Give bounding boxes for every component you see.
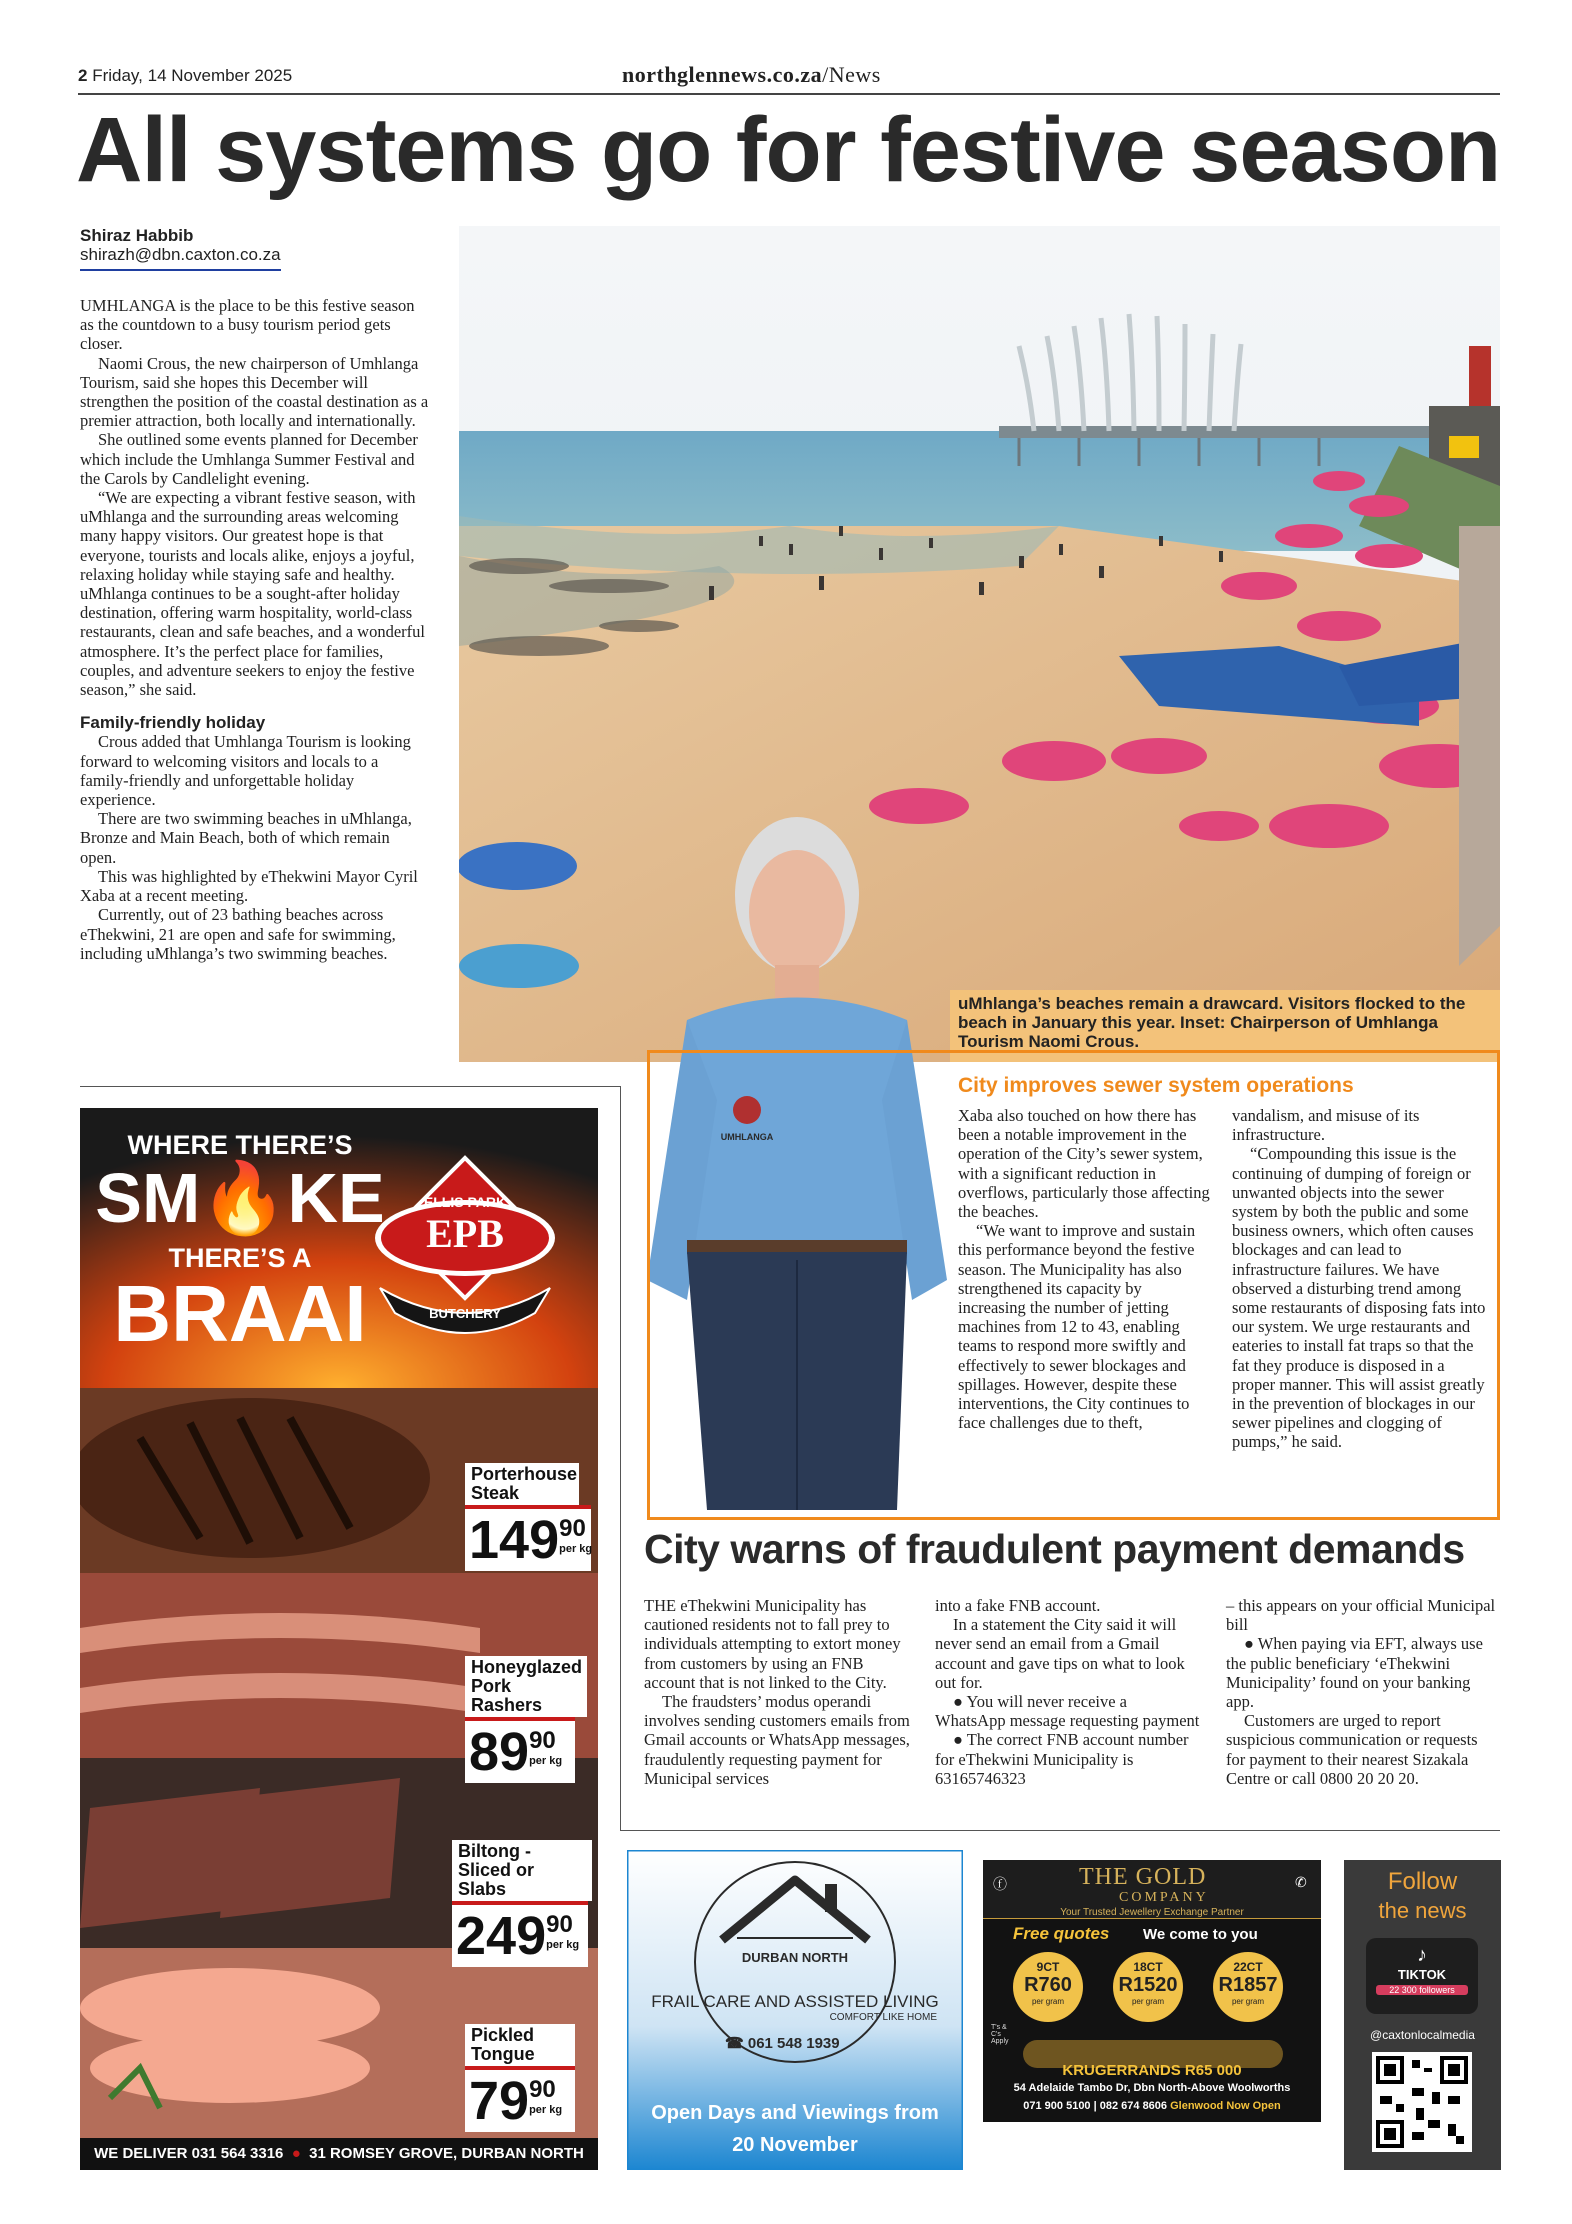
svg-text:UMHLANGA: UMHLANGA: [720, 1132, 774, 1142]
column-rule: [620, 1086, 621, 1831]
site-domain[interactable]: northglennews.co.za: [622, 62, 823, 87]
fraud-column-3: [1226, 1596, 1498, 1788]
column-rule: [80, 1086, 620, 1087]
section-rule: [620, 1830, 1500, 1831]
byline-name: Shiraz Habbib: [80, 226, 194, 245]
item-price-cents: 90: [546, 1911, 573, 1938]
fraud-column-1: [644, 1596, 914, 1788]
paragraph: Customers are urged to report suspicious communication or requests for payment to their nearest Sizakala Centre or call 0800 20 20 20.: [1226, 1711, 1478, 1788]
gold-tagline: Your Trusted Jewellery Exchange Partner: [1060, 1907, 1244, 1918]
fraud-headline: City warns of fraudulent payment demands: [644, 1526, 1465, 1572]
site-name: [622, 62, 881, 88]
sewer-title: City improves sewer system operations: [958, 1074, 1354, 1097]
header-rule: [78, 93, 1500, 95]
price-tag-tongue: [465, 2024, 575, 2132]
butcher-advert[interactable]: [80, 1108, 598, 2170]
item-price-rand: 149: [469, 1510, 560, 1570]
bullet-icon: ●: [287, 2145, 305, 2162]
item-unit: per kg: [529, 2104, 563, 2116]
paragraph: “We want to improve and sustain this performance beyond the festive season. The Municipality has also strengthened its capacity by increasing the number of jetting machines from 12 to 43, enabling teams to respond more swiftly and effectively to sewer blockages and spillages. However, despite these interventions, the City continues to face challenges due to theft,: [958, 1221, 1196, 1433]
ad-smoke: [90, 1158, 390, 1238]
coin-unit: per gram: [1131, 1997, 1164, 2006]
gold-name: THE GOLD: [1079, 1864, 1207, 1890]
whatsapp-icon[interactable]: ✆: [1295, 1874, 1307, 1890]
gold-phones: 071 900 5100 | 082 674 8606: [1023, 2100, 1168, 2112]
paragraph: The fraudsters’ modus operandi involves sending customers emails from Gmail accounts or WhatsApp messages, fraudulently requesting payment for Municipal services: [644, 1692, 910, 1788]
gold-free-quotes: Free quotes: [1013, 1924, 1110, 1943]
subhead: Family-friendly holiday: [80, 713, 266, 733]
item-name: Tongue: [471, 2044, 535, 2064]
paragraph: She outlined some events planned for December which include the Umhlanga Summer Festival and the Carols by Candlelight evening.: [80, 430, 418, 488]
price-tag-porterhouse: [465, 1463, 591, 1571]
item-price-rand: 89: [469, 1722, 530, 1782]
item-name: Pork Rashers: [471, 1676, 543, 1715]
coin-karat: 9CT: [1036, 1960, 1060, 1974]
frail-tagline: COMFORT LIKE HOME: [829, 2012, 937, 2023]
paragraph: Xaba also touched on how there has been a notable improvement in the operation of the City’s sewer system, with a significant reduction in overflows, particularly those affecting the beaches.: [958, 1106, 1210, 1222]
beach-photo: [459, 226, 1500, 1062]
item-unit: per kg: [546, 1939, 580, 1951]
headline: All systems go for festive season: [76, 99, 1501, 201]
fraud-column-2: [935, 1596, 1200, 1788]
paragraph: THE eThekwini Municipality has cautioned residents not to fall prey to individuals attempting to extort money from customers by using an FNB account that is not linked to the City.: [644, 1596, 901, 1692]
page-number: 2: [78, 66, 88, 85]
paragraph: Crous added that Umhlanga Tourism is looking forward to welcoming visitors and locals to a family-friendly and unforgettable holiday experience.: [80, 732, 411, 810]
delivery-phone: WE DELIVER 031 564 3316: [94, 2145, 284, 2162]
item-price-rand: 249: [456, 1906, 547, 1966]
gold-glenwood: Glenwood Now Open: [1170, 2100, 1281, 2112]
paragraph: UMHLANGA is the place to be this festive season as the countdown to a busy tourism period gets closer.: [80, 296, 415, 354]
coin-price: R1520: [1118, 1974, 1178, 1996]
gold-company-advert[interactable]: [983, 1860, 1321, 2122]
frail-open-days: Open Days and Viewings from: [651, 2102, 939, 2124]
paragraph: “Compounding this issue is the continuing of dumping of foreign or unwanted objects into the sewer system by both the public and some business owners, which often causes blockages and can lead to infrastructure failures. We have observed a disturbing trend among some restaurants of disposing fats into our system. We urge restaurants and eateries to install fat traps so that the fat they produce is disposed in a proper manner. This will assist greatly in the prevention of blockages in our sewer pipelines and clogging of pumps,” he said.: [1232, 1144, 1486, 1452]
follow-news-advert[interactable]: [1344, 1860, 1501, 2170]
sewer-column-2: [1232, 1106, 1487, 1452]
qr-code[interactable]: [1372, 2052, 1472, 2152]
coin-karat: 18CT: [1133, 1960, 1163, 1974]
gold-coin-18ct: [1113, 1952, 1183, 2022]
byline-email[interactable]: shirazh@dbn.caxton.co.za: [80, 245, 281, 271]
gold-contact: [983, 2100, 1321, 2112]
ad-footer: [80, 2138, 598, 2170]
shop-address: 31 ROMSEY GROVE, DURBAN NORTH: [309, 2145, 584, 2162]
coin-price: R1857: [1218, 1974, 1278, 1996]
coin-price: R760: [1024, 1974, 1072, 1996]
paragraph: Currently, out of 23 bathing beaches across eThekwini, 21 are open and safe for swimming, including uMhlanga’s two swimming beaches.: [80, 905, 396, 963]
item-name: Pickled: [471, 2025, 535, 2045]
item-price-cents: 90: [529, 1727, 556, 1754]
paragraph: into a fake FNB account.: [935, 1596, 1101, 1615]
gold-address: 54 Adelaide Tambo Dr, Dbn North-Above Woolworths: [1013, 2082, 1291, 2094]
item-unit: per kg: [559, 1543, 593, 1555]
follow-handle[interactable]: @caxtonlocalmedia: [1370, 2028, 1475, 2042]
paragraph: There are two swimming beaches in uMhlanga, Bronze and Main Beach, both of which remain open.: [80, 809, 412, 867]
logo-mid: EPB: [426, 1211, 504, 1256]
ad-line2b: KE: [287, 1159, 385, 1237]
gold-coin-9ct: [1013, 1952, 1083, 2022]
tiktok-followers: 22 300 followers: [1376, 1985, 1468, 1995]
coin-karat: 22CT: [1233, 1960, 1263, 1974]
item-price-rand: 79: [469, 2071, 530, 2131]
paragraph: In a statement the City said it will never send an email from a Gmail account and gave tips on what to look out for.: [935, 1615, 1185, 1692]
follow-line2: the news: [1378, 1898, 1467, 1923]
logo-bottom: BUTCHERY: [429, 1306, 501, 1321]
tiktok-icon: ♪: [1417, 1944, 1427, 1966]
follow-line1: Follow: [1387, 1868, 1458, 1895]
frail-phone-number: 061 548 1939: [747, 2035, 840, 2052]
flame-icon: 🔥: [200, 1159, 288, 1237]
phone-icon: ☎: [725, 2035, 744, 2052]
frail-title: FRAIL CARE AND ASSISTED LIVING: [651, 1992, 939, 2011]
item-unit: per kg: [529, 1755, 563, 1767]
page-header-date: [78, 66, 292, 86]
paragraph: This was highlighted by eThekwini Mayor Cyril Xaba at a recent meeting.: [80, 866, 418, 906]
coin-unit: per gram: [1031, 1997, 1064, 2006]
photo-caption: uMhlanga’s beaches remain a drawcard. Visitors flocked to the beach in January this year. Inset: Chairperson of Umhlanga Tourism Naomi Crous.: [950, 990, 1500, 1062]
issue-date: Friday, 14 November 2025: [92, 66, 293, 85]
ad-line2a: SM: [95, 1159, 201, 1237]
item-price-cents: 90: [529, 2076, 556, 2103]
story-main-column: [80, 296, 430, 963]
frail-brand: DURBAN NORTH: [741, 1950, 849, 1965]
bullet: ● When paying via EFT, always use the public beneficiary ‘eThekwini Municipality’ found on your banking app.: [1226, 1634, 1483, 1712]
tiktok-card[interactable]: [1366, 1938, 1478, 2014]
logo-top: ELLIS PARK: [423, 1194, 507, 1210]
item-price-cents: 90: [559, 1515, 586, 1542]
gold-krugerrands: KRUGERRANDS R65 000: [1062, 2062, 1242, 2079]
item-name: Steak: [471, 1483, 520, 1503]
paragraph: Naomi Crous, the new chairperson of Umhlanga Tourism, said she hopes this December will strengthen the position of the coastal destination as a premier attraction, both locally and internationally.: [80, 353, 429, 431]
item-name: Porterhouse: [471, 1464, 578, 1484]
bullet: ● You will never receive a WhatsApp message requesting payment: [935, 1692, 1200, 1731]
price-tag-biltong: [452, 1840, 592, 1967]
ad-line1: WHERE THERE’S: [127, 1130, 353, 1160]
paragraph: vandalism, and misuse of its infrastructure.: [1232, 1106, 1420, 1145]
item-name: Biltong -: [458, 1841, 531, 1861]
item-name: Sliced or Slabs: [458, 1860, 535, 1899]
ad-line3: THERE’S A: [168, 1243, 312, 1273]
gold-terms: T's & C's Apply: [991, 2024, 1009, 2045]
tiktok-label: TIKTOK: [1397, 1967, 1447, 1982]
price-tag-pork-rashers: [465, 1656, 587, 1783]
section-name: /News: [822, 62, 881, 87]
gold-company: COMPANY: [1119, 1890, 1209, 1905]
frail-phone[interactable]: [725, 2034, 840, 2052]
ad-line4: BRAAI: [113, 1269, 367, 1358]
gold-coin-22ct: [1213, 1952, 1283, 2022]
facebook-icon[interactable]: ⓕ: [993, 1876, 1007, 1892]
item-name: Honeyglazed: [471, 1657, 583, 1677]
frail-open-date: 20 November: [732, 2134, 858, 2156]
sewer-column-1: [958, 1106, 1213, 1432]
coin-unit: per gram: [1231, 1997, 1264, 2006]
frail-care-advert[interactable]: [627, 1850, 963, 2170]
paragraph: “We are expecting a vibrant festive season, with uMhlanga and the surrounding areas welcoming many happy visitors. Our greatest hope is that everyone, tourists and locals alike, enjoys a joyful, relaxing holiday while staying safe and healthy. uMhlanga continues to be a sought-after holiday destination, offering warm hospitality, world-class restaurants, clean and safe beaches, and a wonderful atmosphere. It’s the perfect place for families, couples, and adventure seekers to enjoy the festive season,” she said.: [80, 488, 425, 700]
paragraph: – this appears on your official Municipal bill: [1226, 1596, 1496, 1635]
gold-come-to-you: We come to you: [1143, 1926, 1258, 1943]
bullet: ● The correct FNB account number for eThekwini Municipality is 63165746323: [935, 1730, 1189, 1788]
